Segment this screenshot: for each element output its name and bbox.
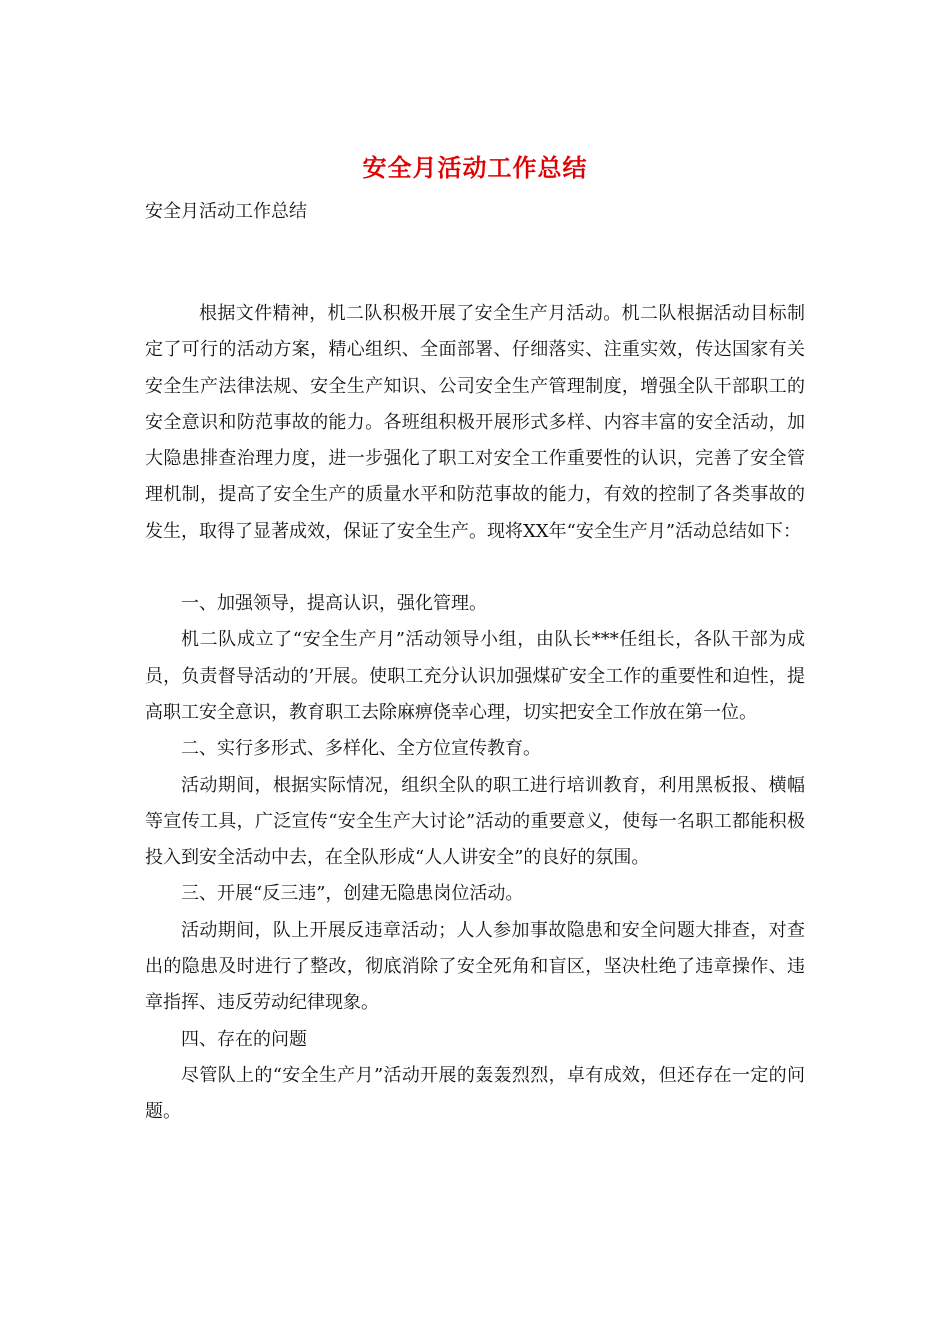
document-subtitle: 安全月活动工作总结	[145, 201, 307, 222]
paragraph-intro: 根据文件精神，机二队积极开展了安全生产月活动。机二队根据活动目标制定了可行的活动方案，精心组织、全面部署、仔细落实、注重实效，传达国家有关安全生产法律法规、安全生产知识、公司安全生产管理制度，增强全队干部职工的安全意识和防范事故的能力。各班组积极开展形式多样、内容丰富的安全活动，加大隐患排查治理力度，进一步强化了职工对安全工作重要性的认识，完善了安全管理机制，提高了安全生产的质量水平和防范事故的能力，有效的控制了各类事故的发生，取得了显著成效，保证了安全生产。现将XX年“安全生产月”活动总结如下：	[145, 303, 805, 542]
section-heading-3: 三、开展“反三违”，创建无隐患岗位活动。	[181, 883, 524, 905]
paragraph-section-3: 活动期间，队上开展反违章活动；人人参加事故隐患和安全问题大排查，对查出的隐患及时进行了整改，彻底消除了安全死角和盲区，坚决杜绝了违章操作、违章指挥、违反劳动纪律现象。	[145, 919, 805, 1014]
paragraph-section-4: 尽管队上的“安全生产月”活动开展的轰轰烈烈，卓有成效，但还存在一定的问题。	[145, 1064, 805, 1123]
paragraph-gap	[145, 550, 805, 586]
section-heading-1: 一、加强领导，提高认识，强化管理。	[181, 593, 487, 615]
section-heading-2: 二、实行多形式、多样化、全方位宣传教育。	[181, 738, 541, 760]
document-body	[145, 296, 805, 1131]
document-title: 安全月活动工作总结	[362, 153, 588, 182]
paragraph-section-2: 活动期间，根据实际情况，组织全队的职工进行培训教育，利用黑板报、横幅等宣传工具，广泛宣传“安全生产大讨论”活动的重要意义，使每一名职工都能积极投入到安全活动中去，在全队形成“人人讲安全”的良好的氛围。	[145, 774, 805, 869]
paragraph-section-1: 机二队成立了“安全生产月”活动领导小组，由队长***任组长，各队干部为成员，负责督导活动的’开展。使职工充分认识加强煤矿安全工作的重要性和迫性，提高职工安全意识，教育职工去除麻痹侥幸心理，切实把安全工作放在第一位。	[145, 629, 805, 723]
section-heading-4: 四、存在的问题	[181, 1028, 307, 1050]
